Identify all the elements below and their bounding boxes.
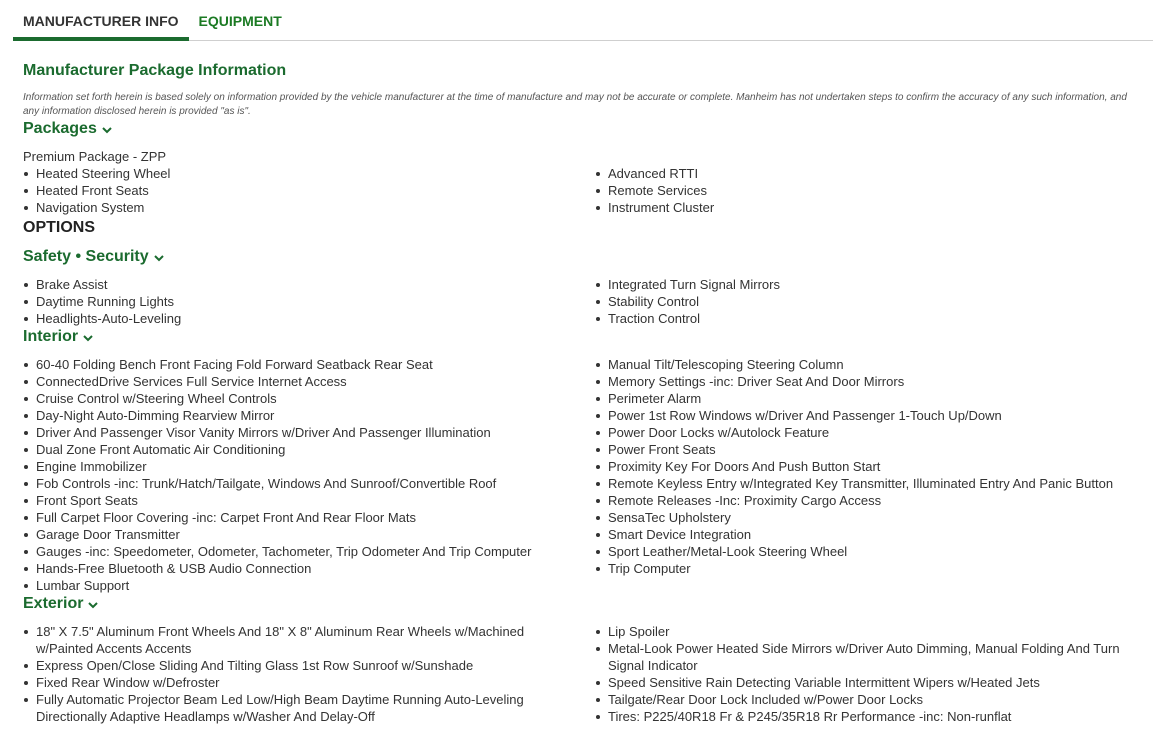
package-name: Premium Package - ZPP [23,149,167,164]
list-item: Manual Tilt/Telescoping Steering Column [595,356,1143,373]
list-item: Proximity Key For Doors And Push Button Start [595,458,1143,475]
safety-security-heading: Safety • Security [23,248,149,265]
list-item: Power Front Seats [595,441,1143,458]
packages-list [23,165,1143,216]
list-item: Power Door Locks w/Autolock Feature [595,424,1143,441]
list-item: Heated Steering Wheel [23,165,595,182]
list-item: Traction Control [595,310,1143,327]
interior-left-column [23,356,595,594]
list-item: Instrument Cluster [595,199,1143,216]
list-item: Headlights-Auto-Leveling [23,310,595,327]
list-item: ConnectedDrive Services Full Service Internet Access [23,373,595,390]
interior-list [23,356,1143,594]
disclaimer-text: Information set forth herein is based solely on information provided by the vehicle manufacturer at the time of manufacture and may not be accurate or complete. Manheim has not undertaken steps to confirm the accuracy of any such information, and any information disclosed herein is provided "as is". [23,92,1127,117]
chevron-down-icon [152,251,166,265]
safety-security-right-column [595,276,1143,327]
main-content [23,58,1143,725]
list-item: Hands-Free Bluetooth & USB Audio Connection [23,560,595,577]
list-item: Brake Assist [23,276,595,293]
safety-security-left-column [23,276,595,327]
packages-heading: Packages [23,120,97,137]
interior-right-column [595,356,1143,594]
chevron-down-icon [81,331,95,345]
chevron-down-icon [86,598,100,612]
list-item: Remote Releases -Inc: Proximity Cargo Access [595,492,1143,509]
tab-equipment[interactable]: EQUIPMENT [198,13,282,29]
list-item: Tailgate/Rear Door Lock Included w/Power Door Locks [595,691,1125,708]
page-title: Manufacturer Package Information [23,62,287,79]
list-item: Gauges -inc: Speedometer, Odometer, Tachometer, Trip Odometer And Trip Computer [23,543,595,560]
list-item: Tires: P225/40R18 Fr & P245/35R18 Rr Performance -inc: Non-runflat [595,708,1125,725]
safety-security-section-toggle[interactable] [23,247,1143,267]
list-item: Fully Automatic Projector Beam Led Low/High Beam Daytime Running Auto-Leveling Directionally Adaptive Headlamps w/Washer And Delay-Off [23,691,533,725]
exterior-right-column [595,623,1125,725]
exterior-heading: Exterior [23,595,84,612]
list-item: 18" X 7.5" Aluminum Front Wheels And 18" X 8" Aluminum Rear Wheels w/Machined w/Painted Accents Accents [23,623,533,657]
chevron-down-icon [100,123,114,137]
packages-left-column [23,165,595,216]
list-item: 60-40 Folding Bench Front Facing Fold Forward Seatback Rear Seat [23,356,595,373]
list-item: Dual Zone Front Automatic Air Conditioning [23,441,595,458]
list-item: Express Open/Close Sliding And Tilting Glass 1st Row Sunroof w/Sunshade [23,657,533,674]
list-item: Memory Settings -inc: Driver Seat And Door Mirrors [595,373,1143,390]
list-item: Metal-Look Power Heated Side Mirrors w/Driver Auto Dimming, Manual Folding And Turn Signal Indicator [595,640,1125,674]
list-item: Integrated Turn Signal Mirrors [595,276,1143,293]
list-item: Power 1st Row Windows w/Driver And Passenger 1-Touch Up/Down [595,407,1143,424]
list-item: Sport Leather/Metal-Look Steering Wheel [595,543,1143,560]
list-item: Front Sport Seats [23,492,595,509]
list-item: Lumbar Support [23,577,595,594]
list-item: SensaTec Upholstery [595,509,1143,526]
list-item: Garage Door Transmitter [23,526,595,543]
list-item: Perimeter Alarm [595,390,1143,407]
list-item: Cruise Control w/Steering Wheel Controls [23,390,595,407]
interior-section-toggle[interactable] [23,327,1143,347]
list-item: Remote Services [595,182,1143,199]
exterior-list [23,623,1143,725]
exterior-left-column [23,623,533,725]
list-item: Day-Night Auto-Dimming Rearview Mirror [23,407,595,424]
interior-heading: Interior [23,328,79,345]
tab-manufacturer-info[interactable]: MANUFACTURER INFO [13,0,189,41]
list-item: Engine Immobilizer [23,458,595,475]
tab-bar [13,0,1153,41]
options-heading: OPTIONS [23,219,96,236]
list-item: Trip Computer [595,560,1143,577]
exterior-section-toggle[interactable] [23,594,1143,614]
list-item: Remote Keyless Entry w/Integrated Key Transmitter, Illuminated Entry And Panic Button [595,475,1143,492]
list-item: Fob Controls -inc: Trunk/Hatch/Tailgate, Windows And Sunroof/Convertible Roof [23,475,595,492]
packages-right-column [595,165,1143,216]
list-item: Full Carpet Floor Covering -inc: Carpet Front And Rear Floor Mats [23,509,595,526]
safety-security-list [23,276,1143,327]
list-item: Advanced RTTI [595,165,1143,182]
list-item: Daytime Running Lights [23,293,595,310]
list-item: Stability Control [595,293,1143,310]
list-item: Lip Spoiler [595,623,1125,640]
list-item: Heated Front Seats [23,182,595,199]
list-item: Driver And Passenger Visor Vanity Mirrors w/Driver And Passenger Illumination [23,424,595,441]
list-item: Navigation System [23,199,595,216]
list-item: Smart Device Integration [595,526,1143,543]
list-item: Speed Sensitive Rain Detecting Variable Intermittent Wipers w/Heated Jets [595,674,1125,691]
list-item: Fixed Rear Window w/Defroster [23,674,533,691]
packages-section-toggle[interactable] [23,119,1143,139]
